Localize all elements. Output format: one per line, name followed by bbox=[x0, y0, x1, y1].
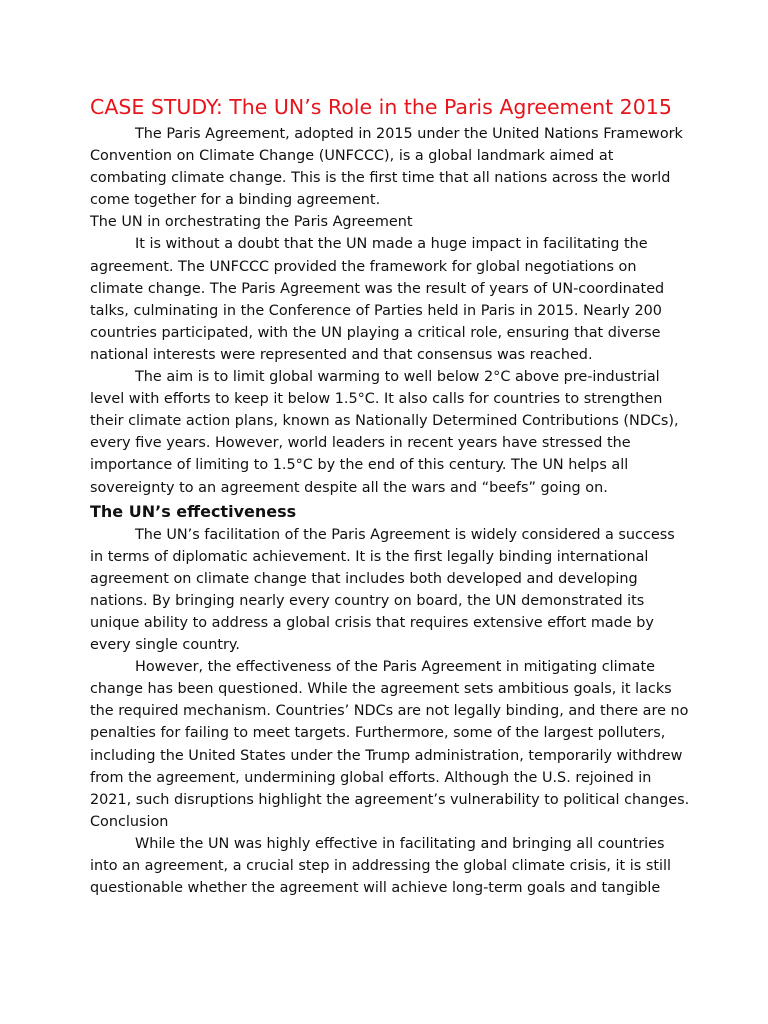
orchestrating-paragraph-1: It is without a doubt that the UN made a huge impact in facilitating the agreement. The UNFCCC provided the framework for global negotiations on climate change. The Paris Agreement was the result of years of UN-coordinated talks, culminating in the Conference of Parties held in Paris in 2015. Nearly 200 countries participated, with the UN playing a critical role, ensuring that diverse national interests were represented and that consensus was reached. bbox=[90, 236, 665, 363]
orchestrating-paragraph-2: The aim is to limit global warming to well below 2°C above pre-industrial level with efforts to keep it below 1.5°C. It also calls for countries to strengthen their climate action plans, known as Nationally Determined Contributions (NDCs), every five years. However, world leaders in recent years have stressed the importance of limiting to 1.5°C by the end of this century. The UN helps all sovereignty to an agreement despite all the wars and “beefs” going on. bbox=[90, 369, 679, 496]
section-heading-orchestrating: The UN in orchestrating the Paris Agreement bbox=[90, 214, 413, 231]
intro-paragraph: The Paris Agreement, adopted in 2015 under the United Nations Framework Convention on Climate Change (UNFCCC), is a global landmark aimed at combating climate change. This is the first time that all nations across the world come together for a binding agreement. bbox=[90, 126, 683, 209]
section-heading-conclusion: Conclusion bbox=[90, 813, 169, 830]
section-heading-effectiveness: The UN’s effectiveness bbox=[90, 501, 297, 521]
document-page bbox=[90, 92, 690, 899]
document-title: CASE STUDY: The UN’s Role in the Paris Agreement 2015 bbox=[90, 95, 672, 119]
conclusion-paragraph: While the UN was highly effective in facilitating and bringing all countries into an agreement, a crucial step in addressing the global climate crisis, it is still questionable whether the agreement will achieve long-term goals and tangible bbox=[90, 835, 671, 897]
effectiveness-paragraph-2: However, the effectiveness of the Paris Agreement in mitigating climate change has been questioned. While the agreement sets ambitious goals, it lacks the required mechanism. Countries’ NDCs are not legally binding, and there are no penalties for failing to meet targets. Furthermore, some of the largest polluters, including the United States under the Trump administration, temporarily withdrew from the agreement, undermining global efforts. Although the U.S. rejoined in 2021, such disruptions highlight the agreement’s vulnerability to political changes. bbox=[90, 659, 690, 808]
effectiveness-paragraph-1: The UN’s facilitation of the Paris Agreement is widely considered a success in terms of diplomatic achievement. It is the first legally binding international agreement on climate change that includes both developed and developing nations. By bringing nearly every country on board, the UN demonstrated its unique ability to address a global crisis that requires extensive effort made by every single country. bbox=[90, 526, 675, 654]
